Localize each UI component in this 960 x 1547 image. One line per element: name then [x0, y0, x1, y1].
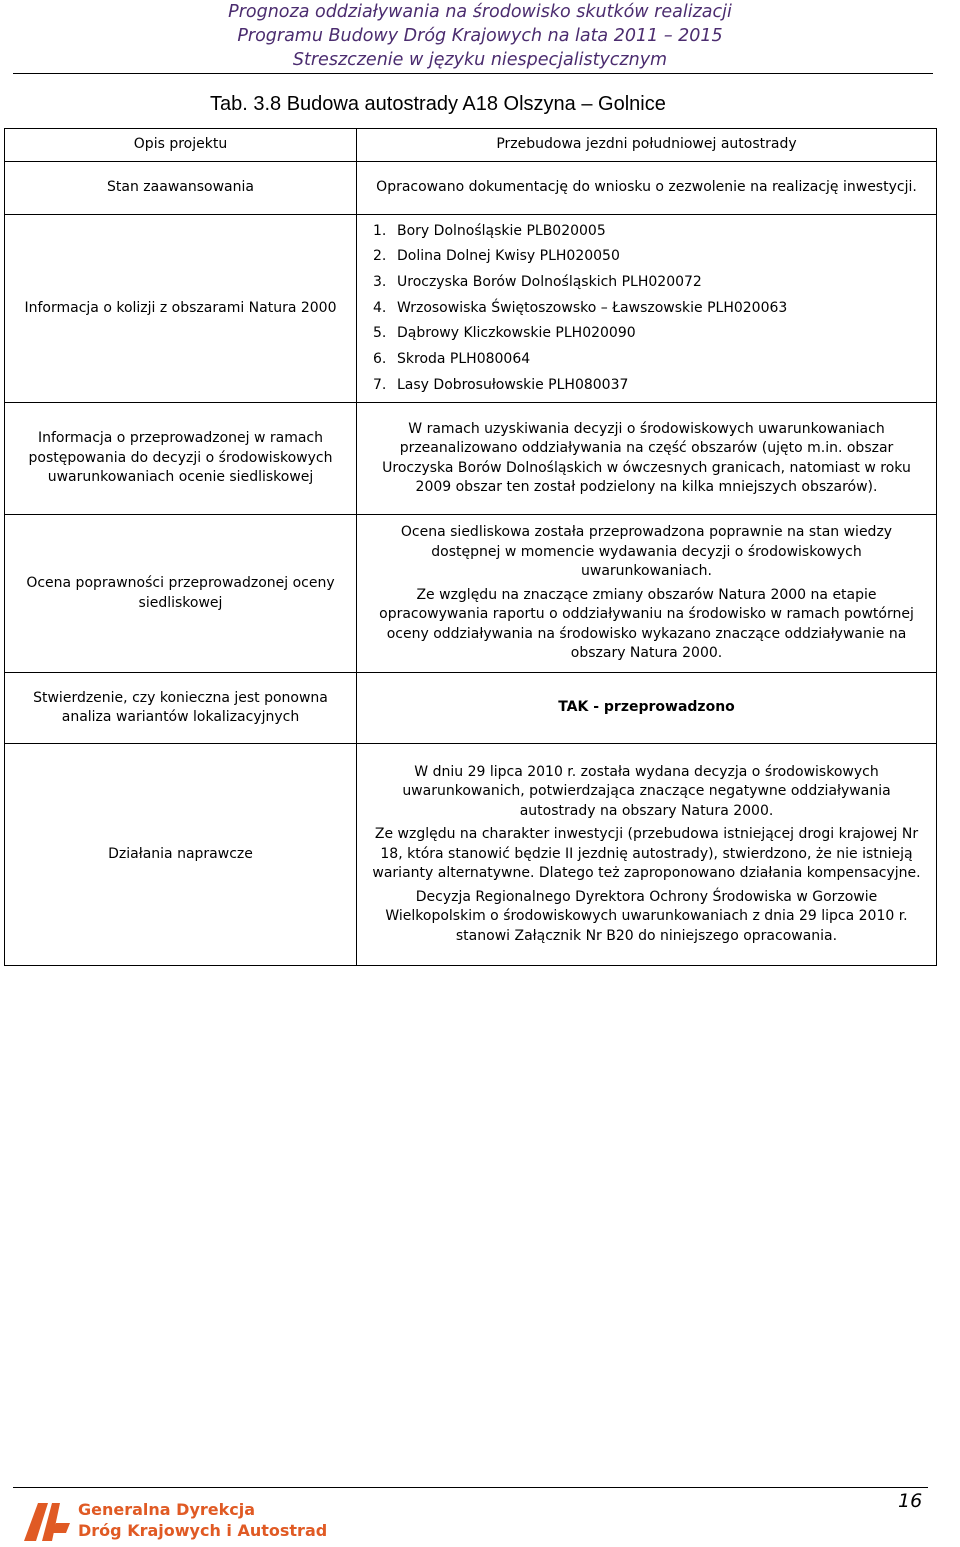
table-row: [5, 129, 937, 162]
page-number: 16: [898, 1490, 923, 1512]
value-stan: Opracowano dokumentację do wniosku o zezwolenie na realizację inwestycji.: [357, 162, 937, 215]
dzialania-paragraph-3: Decyzja Regionalnego Dyrektora Ochrony Środowiska w Gorzowie Wielkopolskim o środowiskowych uwarunkowaniach z dnia 29 lipca 2010 r. stanowi Załącznik Nr B20 do niniejszego opracowania.: [385, 888, 908, 944]
value-warianty: TAK - przeprowadzono: [357, 673, 937, 744]
dzialania-paragraph-1: W dniu 29 lipca 2010 r. została wydana decyzja o środowiskowych uwarunkowanich, potwierdzająca znaczące negatywne oddziaływania autostrady na obszary Natura 2000.: [402, 763, 891, 819]
header-line-2: Programu Budowy Dróg Krajowych na lata 2011 – 2015: [237, 26, 723, 46]
label-poprawnosc: Ocena poprawności przeprowadzonej oceny siedliskowej: [5, 515, 357, 673]
label-dzialania: Działania naprawcze: [5, 744, 357, 966]
poprawnosc-paragraph-1: Ocena siedliskowa została przeprowadzona poprawnie na stan wiedzy dostępnej w momencie wydawania decyzji o środowiskowych uwarunkowaniach.: [400, 524, 893, 580]
table-row: [5, 162, 937, 215]
table-row: [5, 403, 937, 515]
value-natura: [357, 215, 937, 403]
value-dzialania: [357, 744, 937, 966]
list-item: 3. Uroczyska Borów Dolnośląskich PLH020072: [373, 273, 702, 290]
table-row: [5, 744, 937, 966]
logo-line-1: Generalna Dyrekcja: [78, 1500, 256, 1519]
logo-line-2: Dróg Krajowych i Autostrad: [78, 1521, 328, 1540]
list-item: 1. Bory Dolnośląskie PLB020005: [373, 222, 606, 239]
label-natura: Informacja o kolizji z obszarami Natura 2000: [5, 215, 357, 403]
list-item: 7. Lasy Dobrosułowskie PLH080037: [373, 376, 629, 393]
table-row: [5, 673, 937, 744]
table-row: [5, 215, 937, 403]
value-poprawnosc: [357, 515, 937, 673]
header-line-3: Streszczenie w języku niespecjalistycznym: [292, 50, 668, 70]
table-title: Tab. 3.8 Budowa autostrady A18 Olszyna – Golnice: [210, 93, 666, 115]
road-logo-icon: [22, 1499, 72, 1543]
natura-list: [365, 219, 928, 399]
dzialania-paragraph-2: Ze względu na charakter inwestycji (przebudowa istniejącej drogi krajowej Nr 18, która stanowić będzie II jezdnię autostrady), stwierdzono, że nie istnieją warianty alternatywne. Dlatego też zaproponowano działania kompensacyjne.: [372, 826, 921, 882]
poprawnosc-paragraph-2: Ze względu na znaczące zmiany obszarów Natura 2000 na etapie opracowywania raportu o oddziaływaniu na środowisko w ramach powtórnej oceny oddziaływania na środowisko wykazano znaczące oddziaływanie na obszary Natura 2000.: [379, 586, 914, 662]
list-item: 2. Dolina Dolnej Kwisy PLH020050: [373, 248, 620, 265]
value-opis: Przebudowa jezdni południowej autostrady: [357, 129, 937, 162]
label-stan: Stan zaawansowania: [5, 162, 357, 215]
list-item: 5. Dąbrowy Kliczkowskie PLH020090: [373, 325, 636, 342]
table-row: [5, 515, 937, 673]
document-header: [0, 0, 960, 72]
value-info-ocena: W ramach uzyskiwania decyzji o środowiskowych uwarunkowaniach przeanalizowano oddziaływania na część obszarów (ujęto m.in. obszar Uroczyska Borów Dolnośląskich w ówczesnych granicach, natomiast w roku 2009 obszar ten został podzielony na kilka mniejszych obszarów).: [357, 403, 937, 515]
logo-text: [78, 1499, 327, 1541]
gddkia-logo: [22, 1497, 342, 1545]
label-opis: Opis projektu: [5, 129, 357, 162]
footer-divider: [13, 1487, 928, 1488]
list-item: 4. Wrzosowiska Świętoszowsko – Ławszowskie PLH020063: [373, 299, 788, 316]
header-line-1: Prognoza oddziaływania na środowisko skutków realizacji: [228, 2, 732, 22]
project-table: [4, 128, 937, 966]
list-item: 6. Skroda PLH080064: [373, 351, 531, 368]
label-info-ocena: Informacja o przeprowadzonej w ramach postępowania do decyzji o środowiskowych uwarunkowaniach ocenie siedliskowej: [5, 403, 357, 515]
header-divider: [13, 73, 933, 74]
label-warianty: Stwierdzenie, czy konieczna jest ponowna analiza wariantów lokalizacyjnych: [5, 673, 357, 744]
